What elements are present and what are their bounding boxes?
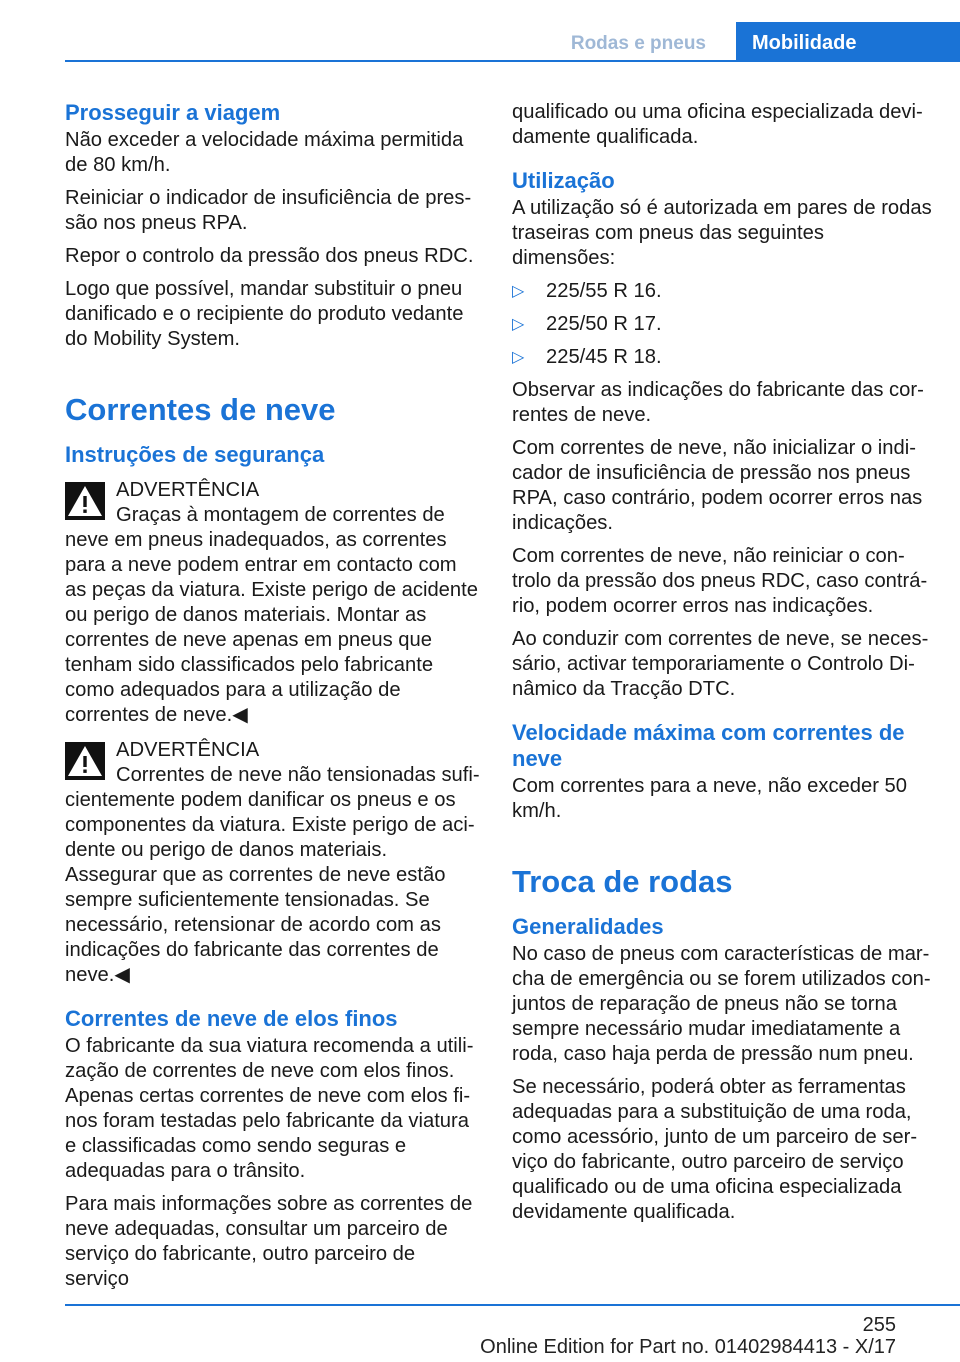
paragraph: Não exceder a velocidade máxima permitida de 80 km/h. bbox=[65, 129, 464, 176]
header-rule bbox=[65, 60, 960, 62]
heading-elos-finos: Correntes de neve de elos finos bbox=[65, 1006, 398, 1031]
warning-text: Graças à montagem de correntes de neve em pneus inadequados, as correntes para a neve podem entrar em contacto com as peças da viatura. Existe perigo de acidente ou perigo de danos materiais. Montar as correntes de neve apenas em pneus que tenham sido classificados pelo fabricante como adequados para a utilização de correntes de neve.◀ bbox=[65, 504, 478, 726]
list-item bbox=[512, 345, 932, 370]
warning-triangle-icon bbox=[65, 742, 105, 780]
heading-prosseguir: Prosseguir a viagem bbox=[65, 100, 281, 125]
paragraph: Para mais informações sobre as correntes de neve adequadas, consultar um parceiro de serviço do fabricante, outro parceiro de serviço bbox=[65, 1193, 473, 1290]
paragraph: qualificado ou uma oficina especializada devidamente qualificada. bbox=[512, 101, 923, 148]
paragraph: Com correntes de neve, não reiniciar o controlo da pressão dos pneus RDC, caso contrário, podem ocorrer erros nas indicações. bbox=[512, 545, 928, 617]
list-item bbox=[512, 279, 932, 304]
page-header bbox=[65, 22, 960, 62]
paragraph: O fabricante da sua viatura recomenda a utilização de correntes de neve com elos finos. Apenas certas correntes de neve com elos finos foram testadas pelo fabricante da viatura e classificadas como sendo seguras e adequadas para o trânsito. bbox=[65, 1035, 474, 1182]
warning-triangle-icon bbox=[65, 482, 105, 520]
chapter-tab: Mobilidade bbox=[736, 22, 960, 62]
heading-troca-de-rodas: Troca de rodas bbox=[512, 864, 733, 899]
paragraph: Ao conduzir com correntes de neve, se necessário, activar temporariamente o Controlo Dinâmico da Tracção DTC. bbox=[512, 628, 929, 700]
warning-title: ADVERTÊNCIA bbox=[116, 739, 260, 761]
warning-title: ADVERTÊNCIA bbox=[116, 479, 260, 501]
warning-text: Correntes de neve não tensionadas suficientemente podem danificar os pneus e os componentes da viatura. Existe perigo de acidente ou perigo de danos materiais. Assegurar que as correntes de neve estão sempre suficientemente tensionadas. Se necessário, retensionar de acordo com as indicações do fabricante das correntes de neve.◀ bbox=[65, 764, 480, 986]
page-number: 255 bbox=[862, 1314, 896, 1336]
list-item-text: 225/45 R 18. bbox=[546, 346, 662, 368]
paragraph: Se necessário, poderá obter as ferramentas adequadas para a substituição de uma roda, como acessório, junto de um parceiro de serviço do fabricante, outro parceiro de serviço qualificado ou de uma oficina especializada devidamente qualificada. bbox=[512, 1076, 918, 1223]
heading-generalidades: Generalidades bbox=[512, 914, 664, 939]
paragraph: Logo que possível, mandar substituir o pneu danificado e o recipiente do produto vedante do Mobility System. bbox=[65, 278, 464, 350]
left-column bbox=[65, 100, 481, 1300]
paragraph: Com correntes de neve, não inicializar o indicador de insuficiência de pressão nos pneus RPA, caso contrário, podem ocorrer erros nas indicações. bbox=[512, 437, 923, 534]
paragraph: Repor o controlo da pressão dos pneus RDC. bbox=[65, 245, 474, 267]
footer-rule bbox=[65, 1304, 960, 1306]
paragraph: A utilização só é autorizada em pares de rodas traseiras com pneus das seguintes dimensões: bbox=[512, 197, 932, 269]
triangle-bullet-icon: ▷ bbox=[512, 316, 525, 333]
heading-instrucoes: Instruções de segurança bbox=[65, 442, 325, 467]
warning-block bbox=[65, 738, 481, 988]
triangle-bullet-icon: ▷ bbox=[512, 349, 525, 366]
heading-velocidade-maxima: Velocidade máxima com correntes de neve bbox=[512, 720, 905, 771]
list-item bbox=[512, 312, 932, 337]
paragraph: Reiniciar o indicador de insuficiência de pressão nos pneus RPA. bbox=[65, 187, 472, 234]
paragraph: No caso de pneus com características de marcha de emergência ou se forem utilizados conjuntos de reparação de pneus não se torna sempre necessário mudar imediatamente a roda, caso haja perda de pressão num pneu. bbox=[512, 943, 931, 1065]
triangle-bullet-icon: ▷ bbox=[512, 283, 525, 300]
heading-correntes-de-neve: Correntes de neve bbox=[65, 392, 336, 427]
warning-block bbox=[65, 478, 481, 728]
list-item-text: 225/55 R 16. bbox=[546, 280, 662, 302]
paragraph: Observar as indicações do fabricante das correntes de neve. bbox=[512, 379, 924, 426]
right-column bbox=[512, 100, 932, 1233]
paragraph: Com correntes para a neve, não exceder 50 km/h. bbox=[512, 775, 908, 822]
section-tab: Rodas e pneus bbox=[570, 33, 706, 54]
dimension-list bbox=[512, 279, 932, 370]
heading-utilizacao: Utilização bbox=[512, 168, 615, 193]
list-item-text: 225/50 R 17. bbox=[546, 313, 662, 335]
edition-note: Online Edition for Part no. 01402984413 - X/17 bbox=[480, 1336, 896, 1358]
